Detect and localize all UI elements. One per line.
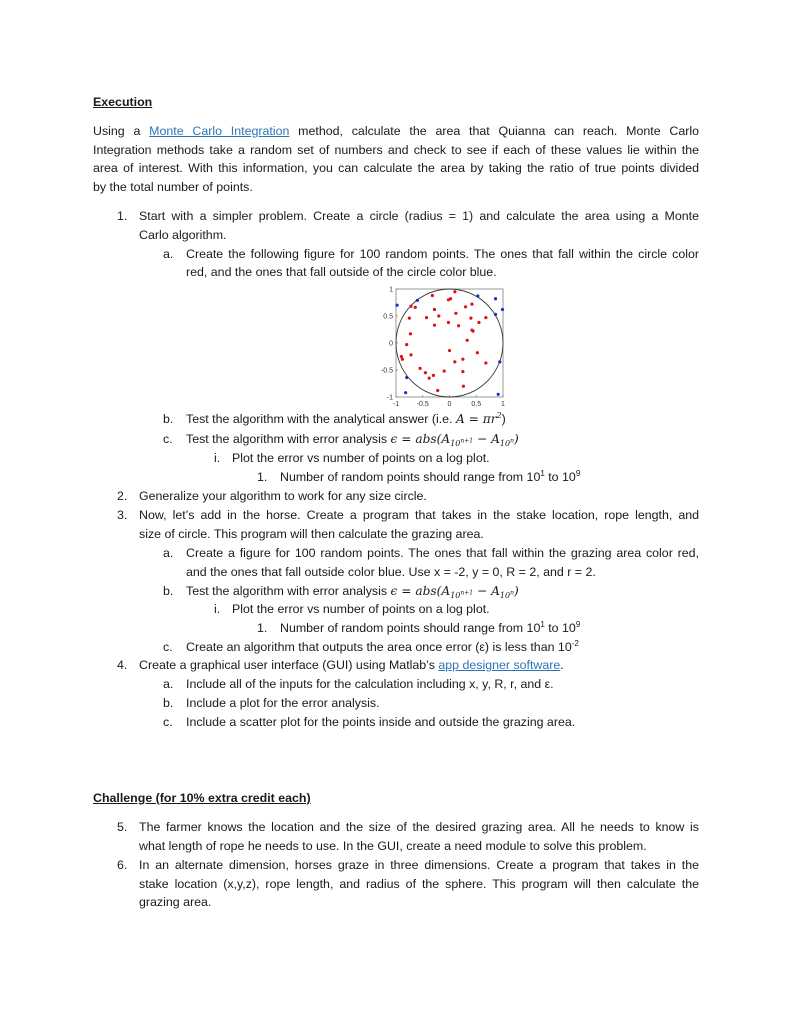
range-label: Number of random points should range from 10: [280, 470, 541, 484]
item-6-line-3: grazing area.: [139, 895, 212, 909]
inside-point: [409, 353, 412, 356]
inside-point: [443, 369, 446, 372]
y-tick-label: 0: [389, 340, 393, 348]
y-tick-label: 0.5: [383, 313, 393, 321]
item-3-number: 3.: [117, 508, 128, 522]
item-1ci1-text: [280, 468, 580, 486]
y-tick-label: 1: [389, 286, 393, 294]
item-3b-text: [186, 582, 519, 600]
inside-point: [457, 324, 460, 327]
inside-point: [418, 367, 421, 370]
item-1a-line-2: red, and the ones that fall outside of the circle color blue.: [186, 265, 497, 279]
item-1c-text: [186, 430, 519, 448]
inside-point: [425, 316, 428, 319]
item-1a-letter: a.: [163, 247, 174, 261]
inside-point: [471, 330, 474, 333]
inside-point: [447, 321, 450, 324]
section-heading-execution: Execution: [93, 95, 153, 109]
item-4a-letter: a.: [163, 677, 174, 691]
item-1-line-2: Carlo algorithm.: [139, 228, 227, 242]
inside-point: [436, 389, 439, 392]
item-5-line-2: what length of rope he needs to use. In the GUI, create a need module to solve this problem.: [139, 839, 647, 853]
x-tick-label: -0.5: [416, 401, 429, 408]
item-4-number: 4.: [117, 658, 128, 672]
inside-point: [461, 370, 464, 373]
item-3bi1-text: [280, 619, 580, 637]
item-4c-text: Include a scatter plot for the points inside and outside the grazing area.: [186, 715, 576, 729]
outside-point: [405, 376, 408, 379]
inside-point: [484, 361, 487, 364]
item-1ci1-number: 1.: [257, 470, 268, 484]
item-3a-line-2: and the ones that fall outside color blue. Use x = -2, y = 0, R = 2, and r = 2.: [186, 565, 596, 579]
item-4-text: [139, 656, 564, 674]
app-designer-link[interactable]: app designer software: [438, 658, 561, 672]
inside-point: [424, 371, 427, 374]
item-4a-text: Include all of the inputs for the calculation including x, y, R, r, and ε.: [186, 677, 554, 691]
intro-line-4: by the total number of points.: [93, 180, 253, 194]
area-formula: $A = \pi r^2$: [455, 410, 502, 426]
item-4-suffix: .: [560, 658, 564, 672]
item-1-line-1: Start with a simpler problem. Create a circle (radius = 1) and calculate the area using a Monte: [139, 209, 699, 223]
item-3-line-2: size of circle. This program will then calculate the grazing area.: [139, 527, 484, 541]
item-3b-letter: b.: [163, 584, 174, 598]
intro-line-1: [93, 122, 699, 140]
inside-point: [428, 377, 431, 380]
intro-prefix: Using a: [93, 124, 150, 138]
range-exp-max-3: 9: [575, 619, 581, 629]
item-1ci-text: Plot the error vs number of points on a log plot.: [232, 451, 490, 465]
item-1a-line-1: Create the following figure for 100 random points. The ones that fall within the circle color: [186, 247, 699, 261]
y-tick-label: -1: [386, 394, 393, 402]
item-3c-text: [186, 638, 579, 656]
inside-point: [409, 305, 412, 308]
inside-point: [431, 294, 434, 297]
item-3a-line-1: Create a figure for 100 random points. The ones that fall within the grazing area color red,: [186, 546, 699, 560]
inside-point: [462, 385, 465, 388]
section-heading-challenge: Challenge (for 10% extra credit each): [93, 791, 311, 805]
item-1b-label: Test the algorithm with the analytical answer (i.e.: [186, 412, 456, 426]
y-tick-label: -0.5: [380, 367, 393, 375]
intro-line-2: Integration methods take a random set of numbers and check to see if each of these values lie within the: [93, 143, 699, 157]
x-tick-label: -1: [392, 401, 400, 408]
inside-point: [433, 324, 436, 327]
outside-point: [404, 391, 407, 394]
x-tick-label: 1: [501, 401, 505, 408]
item-6-number: 6.: [117, 858, 128, 872]
inside-point: [401, 358, 404, 361]
inside-point: [469, 317, 472, 320]
tolerance-exponent: -2: [571, 638, 579, 648]
inside-point: [448, 349, 451, 352]
inside-point: [484, 316, 487, 319]
item-1b-suffix: ): [501, 412, 506, 426]
outside-point: [501, 308, 504, 311]
inside-point: [405, 343, 408, 346]
item-5-number: 5.: [117, 820, 128, 834]
inside-point: [453, 290, 456, 293]
range-mid-3: to 10: [544, 621, 576, 635]
outside-point: [494, 297, 497, 300]
outside-point: [476, 294, 479, 297]
range-exp-min: 1: [540, 468, 545, 478]
inside-point: [466, 339, 469, 342]
item-1c-label: Test the algorithm with error analysis: [186, 432, 391, 446]
item-1b-letter: b.: [163, 412, 174, 426]
intro-line1-rest: method, calculate the area that Quianna can reach. Monte Carlo: [289, 124, 699, 138]
item-3c-letter: c.: [163, 640, 173, 654]
outside-point: [494, 313, 497, 316]
x-tick-label: 0: [447, 401, 452, 408]
item-3-line-1: Now, let’s add in the horse. Create a program that takes in the stake location, rope length, and: [139, 508, 699, 522]
outside-point: [395, 304, 398, 307]
x-tick-label: 0.5: [471, 401, 482, 408]
inside-point: [470, 303, 473, 306]
item-6-line-1: In an alternate dimension, horses graze in three dimensions. Create a program that takes in the: [139, 858, 699, 872]
inside-point: [464, 305, 467, 308]
error-formula-3b: $\epsilon = abs(A_{10^{n+1}} - A_{10^n})$: [390, 584, 519, 601]
item-2-text: Generalize your algorithm to work for any size circle.: [139, 489, 427, 503]
item-4b-text: Include a plot for the error analysis.: [186, 696, 380, 710]
item-4b-letter: b.: [163, 696, 174, 710]
scatter-plot: [370, 283, 515, 411]
inside-point: [477, 321, 480, 324]
item-3c-label: Create an algorithm that outputs the area once error (ε) is less than 10: [186, 640, 572, 654]
inside-point: [454, 312, 457, 315]
item-3a-letter: a.: [163, 546, 174, 560]
intro-line-3: area of interest. With this information, you can calculate the area by taking the ratio of true points divided: [93, 161, 699, 175]
item-4c-letter: c.: [163, 715, 173, 729]
monte-carlo-scatter-figure: [370, 283, 515, 411]
range-label-3: Number of random points should range from 10: [280, 621, 541, 635]
range-mid: to 10: [544, 470, 576, 484]
item-4-label: Create a graphical user interface (GUI) using Matlab’s: [139, 658, 439, 672]
item-5-line-1: The farmer knows the location and the size of the desired grazing area. All he needs to know is: [139, 820, 699, 834]
item-3bi-roman: i.: [214, 602, 221, 616]
inside-point: [409, 332, 412, 335]
inside-point: [433, 308, 436, 311]
inside-point: [432, 374, 435, 377]
inside-point: [461, 358, 464, 361]
inside-point: [453, 360, 456, 363]
inside-point: [476, 351, 479, 354]
outside-point: [416, 299, 419, 302]
outside-point: [497, 393, 500, 396]
item-1ci-roman: i.: [214, 451, 221, 465]
inside-point: [408, 317, 411, 320]
item-3bi-text: Plot the error vs number of points on a log plot.: [232, 602, 490, 616]
item-2-number: 2.: [117, 489, 128, 503]
outside-point: [498, 360, 501, 363]
monte-carlo-integration-link[interactable]: Monte Carlo Integration: [149, 124, 290, 138]
item-1c-letter: c.: [163, 432, 173, 446]
inside-point: [414, 306, 417, 309]
item-1-number: 1.: [117, 209, 128, 223]
item-6-line-2: stake location (x,y,z), rope length, and radius of the sphere. This program will then calculate the: [139, 877, 699, 891]
inside-point: [449, 297, 452, 300]
item-3b-label: Test the algorithm with error analysis: [186, 584, 391, 598]
item-3bi1-number: 1.: [257, 621, 268, 635]
range-exp-max: 9: [575, 468, 581, 478]
range-exp-min-3: 1: [540, 619, 545, 629]
inside-point: [437, 314, 440, 317]
item-1b-text: [186, 410, 506, 428]
error-formula: $\epsilon = abs(A_{10^{n+1}} - A_{10^n})$: [390, 432, 519, 449]
